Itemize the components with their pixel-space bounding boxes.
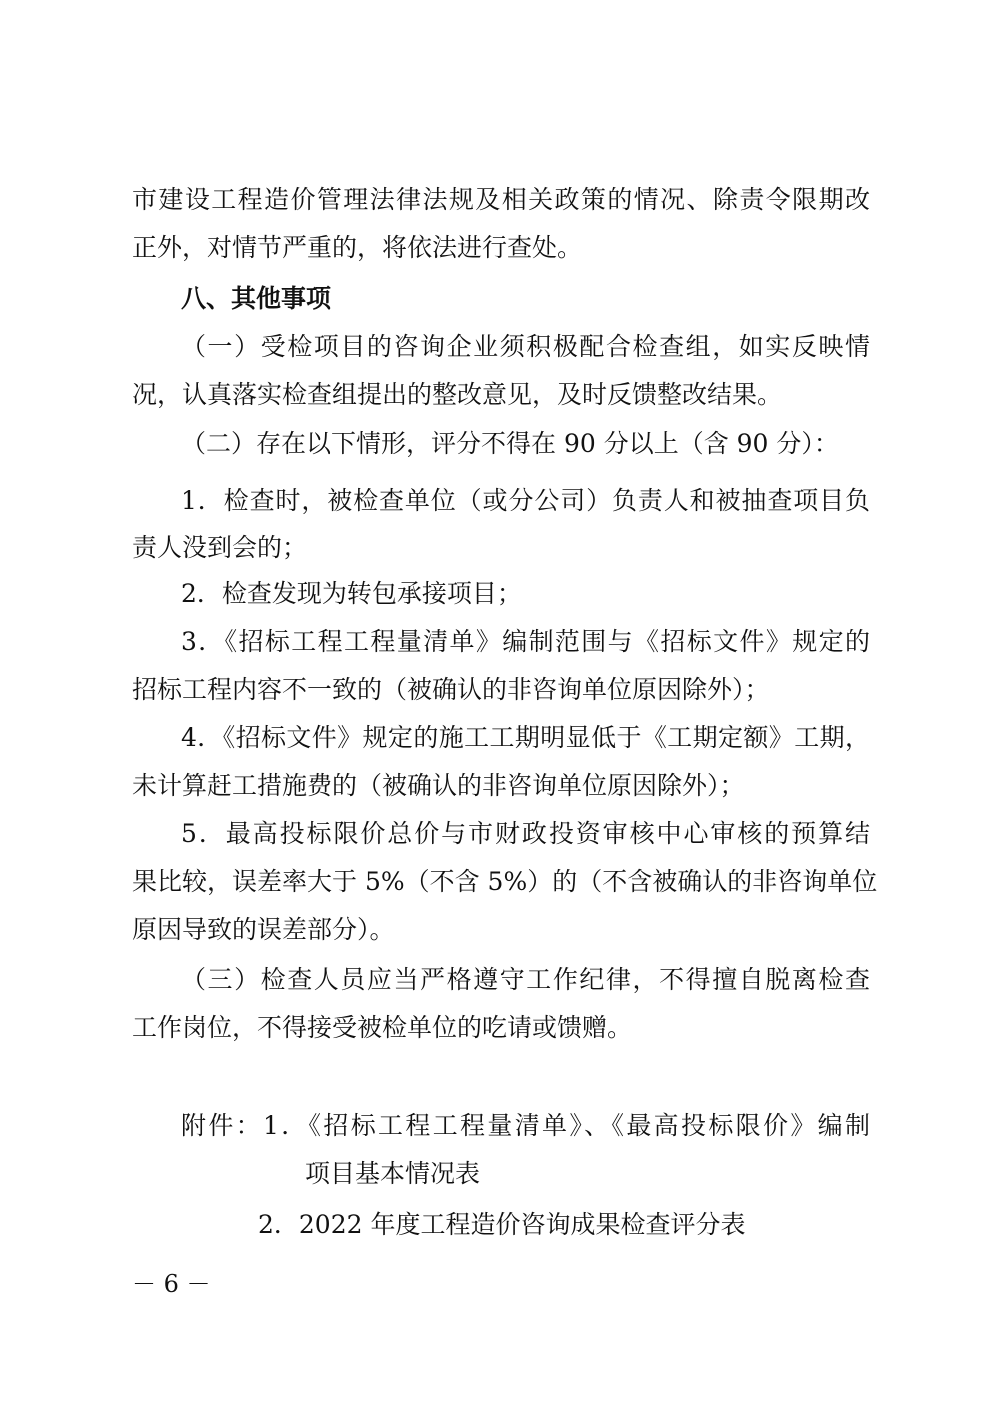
attachment-1-line-2: 项目基本情况表 (305, 1159, 481, 1188)
case-2-line-1: 2．检查发现为转包承接项目； (181, 579, 522, 608)
case-3-line-1: 3．《招标工程工程量清单》编制范围与《招标文件》规定的 (181, 627, 870, 656)
page-number: － 6 － (132, 1270, 211, 1298)
case-1-line-1: 1．检查时，被检查单位（或分公司）负责人和被抽查项目负 (181, 486, 870, 515)
item-1-line-1: （一）受检项目的咨询企业须积极配合检查组，如实反映情 (181, 332, 870, 361)
case-4-line-1: 4．《招标文件》规定的施工工期明显低于《工期定额》工期， (181, 723, 870, 752)
attachment-1-line-1: 附件：1．《招标工程工程量清单》、《最高投标限价》编制 (181, 1111, 870, 1140)
item-2-intro: （二）存在以下情形，评分不得在 90 分以上（含 90 分）： (181, 429, 839, 458)
section-heading: 八、其他事项 (181, 284, 332, 313)
case-4-line-2: 未计算赶工措施费的（被确认的非咨询单位原因除外）； (132, 771, 745, 800)
item-3-line-1: （三）检查人员应当严格遵守工作纪律，不得擅自脱离检查 (181, 965, 870, 994)
case-5-line-3: 原因导致的误差部分）。 (132, 915, 395, 944)
intro-paragraph-line-1: 市建设工程造价管理法律法规及相关政策的情况、除责令限期改 (132, 185, 870, 214)
case-1-line-2: 责人没到会的； (132, 533, 308, 562)
case-5-line-2: 果比较，误差率大于 5%（不含 5%）的（不含被确认的非咨询单位 (132, 867, 878, 896)
attachment-2: 2．2022 年度工程造价咨询成果检查评分表 (258, 1210, 746, 1239)
item-1-line-2: 况，认真落实检查组提出的整改意见，及时反馈整改结果。 (132, 380, 783, 409)
item-3-line-2: 工作岗位，不得接受被检单位的吃请或馈赠。 (132, 1013, 633, 1042)
case-3-line-2: 招标工程内容不一致的（被确认的非咨询单位原因除外）； (132, 675, 770, 704)
intro-paragraph-line-2: 正外，对情节严重的，将依法进行查处。 (132, 233, 583, 262)
case-5-line-1: 5．最高投标限价总价与市财政投资审核中心审核的预算结 (181, 819, 870, 848)
